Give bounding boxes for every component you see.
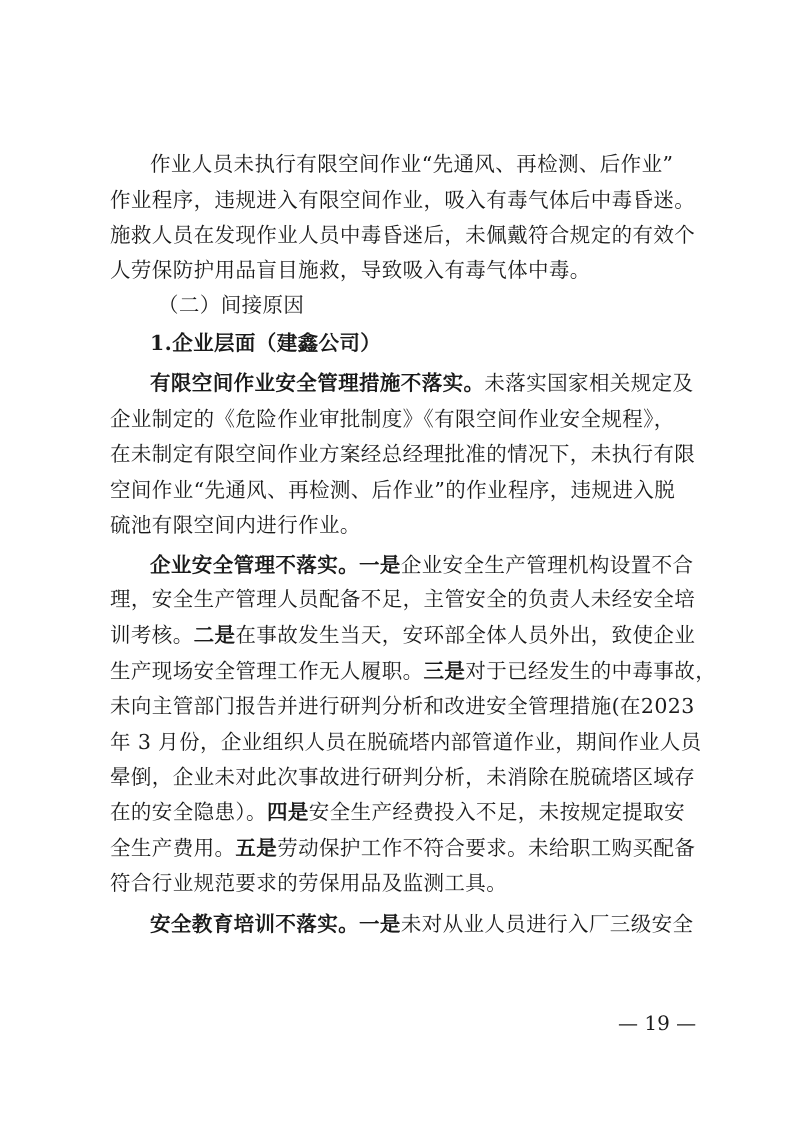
text-line	[0, 325, 794, 361]
text-run: 训考核。	[110, 623, 194, 647]
text-run: 未落实国家相关规定及	[484, 371, 694, 395]
text-run: 在事故发生当天，安环部全体人员外出，致使企业	[235, 623, 696, 647]
bold-text-run: 二是	[193, 623, 236, 647]
bold-text-run: 安全教育培训不落实。	[150, 912, 359, 936]
text-run: （二）间接原因	[158, 293, 305, 317]
text-run: 企业制定的《危险作业审批制度》《有限空间作业安全规程》，	[110, 407, 675, 431]
text-line	[0, 436, 794, 472]
bold-text-run: 三是	[423, 659, 466, 683]
text-line	[0, 252, 794, 288]
text-line	[0, 617, 794, 653]
bold-text-run: 1.企业层面（建鑫公司）	[150, 331, 382, 355]
text-run: 年 3 月份，企业组织人员在脱硫塔内部管道作业，期间作业人员	[110, 730, 702, 754]
text-run: 劳动保护工作不符合要求。未给职工购买配备	[277, 836, 696, 860]
text-run: 理，安全生产管理人员配备不足，主管安全的负责人未经安全培	[110, 587, 696, 611]
text-line	[0, 365, 794, 401]
bold-text-run: 企业安全管理不落实。	[150, 553, 359, 577]
bold-text-run: 五是	[235, 836, 278, 860]
text-line	[0, 724, 794, 760]
text-run: 全生产费用。	[110, 836, 236, 860]
text-run: 符合行业规范要求的劳保用品及监测工具。	[110, 871, 508, 895]
text-line	[0, 401, 794, 437]
text-line	[0, 217, 794, 253]
text-run: 对于已经发生的中毒事故，	[465, 659, 717, 683]
text-run: 空间作业“先通风、再检测、后作业”的作业程序，违规进入脱	[110, 478, 676, 502]
text-run: 未向主管部门报告并进行研判分析和改进安全管理措施(在2023	[110, 694, 695, 718]
text-run: 作业程序，违规进入有限空间作业，吸入有毒气体后中毒昏迷。	[110, 188, 696, 212]
text-run: 安全生产经费投入不足，未按规定提取安	[308, 800, 685, 824]
page-number: — 19 —	[618, 1011, 697, 1035]
text-run: 生产现场安全管理工作无人履职。	[110, 659, 424, 683]
text-run: 晕倒，企业未对此次事故进行研判分析，未消除在脱硫塔区域存	[110, 765, 696, 789]
bold-text-run: 一是	[359, 553, 401, 577]
text-run: 在的安全隐患）。	[110, 800, 267, 824]
text-run: 企业安全生产管理机构设置不合	[400, 553, 694, 577]
text-line	[0, 653, 794, 689]
text-run: 施救人员在发现作业人员中毒昏迷后，未佩戴符合规定的有效个	[110, 223, 696, 247]
bold-text-run: 四是	[266, 800, 309, 824]
text-run: 人劳保防护用品盲目施救，导致吸入有毒气体中毒。	[110, 258, 591, 282]
text-run: 硫池有限空间内进行作业。	[110, 513, 361, 537]
text-run: 在未制定有限空间作业方案经总经理批准的情况下，未执行有限	[110, 442, 696, 466]
text-line	[0, 547, 794, 583]
text-line	[0, 287, 794, 323]
text-line	[0, 688, 794, 724]
text-line	[0, 581, 794, 617]
text-run: 作业人员未执行有限空间作业“先通风、再检测、后作业”	[150, 152, 674, 176]
text-line	[0, 794, 794, 830]
text-line	[0, 146, 794, 182]
text-line	[0, 906, 794, 942]
text-line	[0, 182, 794, 218]
text-line	[0, 507, 794, 543]
text-line	[0, 830, 794, 866]
text-run: 未对从业人员进行入厂三级安全	[400, 912, 694, 936]
text-line	[0, 472, 794, 508]
text-line	[0, 759, 794, 795]
bold-text-run: 有限空间作业安全管理措施不落实。	[150, 371, 485, 395]
bold-text-run: 一是	[359, 912, 401, 936]
text-line	[0, 865, 794, 901]
